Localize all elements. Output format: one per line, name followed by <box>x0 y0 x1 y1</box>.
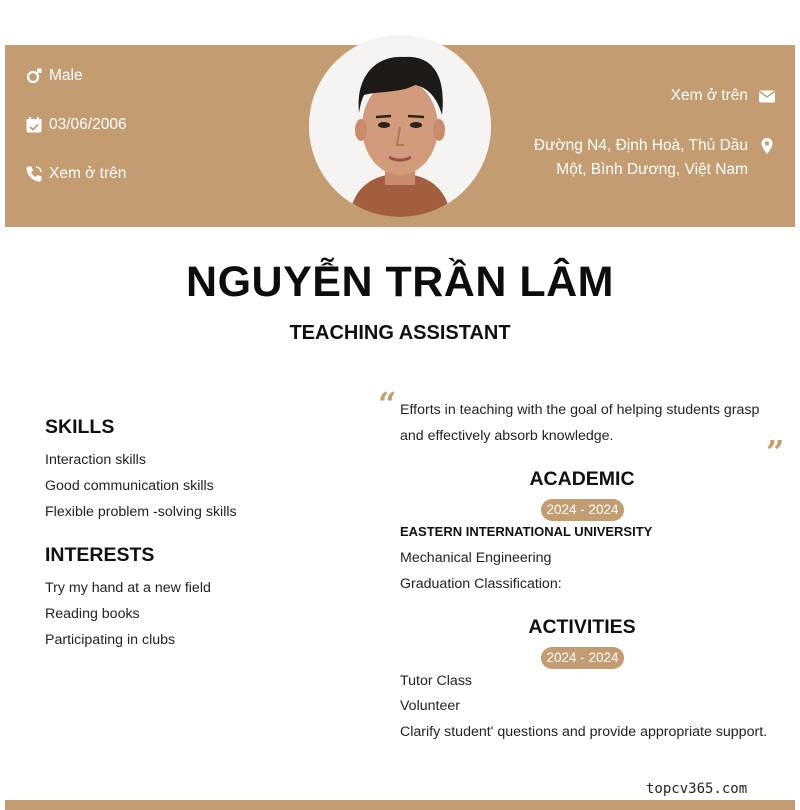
activities-title: ACTIVITIES <box>528 616 636 638</box>
address-line-1: Đường N4, Định Hoà, Thủ Dầu <box>533 137 748 154</box>
close-quote-mark: ” <box>766 433 785 471</box>
location-pin-icon <box>758 137 776 155</box>
interest-item: Participating in clubs <box>45 632 176 648</box>
address-text <box>534 134 748 182</box>
skill-item: Interaction skills <box>45 452 146 468</box>
email-row <box>520 87 776 105</box>
academic-major: Mechanical Engineering <box>400 550 552 566</box>
academic-title: ACADEMIC <box>529 468 635 490</box>
profile-photo <box>309 35 491 217</box>
interest-item: Try my hand at a new field <box>45 580 211 596</box>
address-row <box>500 134 776 182</box>
watermark: topcv365.com <box>646 781 748 797</box>
skill-item: Flexible problem -solving skills <box>45 504 237 520</box>
activity-item: Tutor Class <box>400 673 473 689</box>
footer-band <box>5 800 795 810</box>
academic-period-badge: 2024 - 2024 <box>541 499 624 521</box>
activities-period-badge: 2024 - 2024 <box>541 647 624 669</box>
gender-icon <box>25 67 43 85</box>
calendar-icon <box>25 116 43 134</box>
phone-icon <box>25 165 43 183</box>
job-title: TEACHING ASSISTANT <box>289 322 511 344</box>
open-quote-mark: “ <box>378 385 397 423</box>
birthdate-row <box>25 116 127 134</box>
birthdate-text: 03/06/2006 <box>49 116 127 133</box>
activity-item: Volunteer <box>400 698 460 714</box>
phone-text: Xem ở trên <box>49 165 127 182</box>
email-text: Xem ở trên <box>670 87 748 104</box>
interest-item: Reading books <box>45 606 140 622</box>
phone-row <box>25 165 126 183</box>
interests-title: INTERESTS <box>45 544 155 566</box>
career-objective: Efforts in teaching with the goal of helping students grasp and effectively absorb knowledge. <box>400 402 760 444</box>
email-icon <box>758 87 776 105</box>
skills-title: SKILLS <box>45 416 115 438</box>
candidate-name: NGUYỄN TRẦN LÂM <box>186 258 614 306</box>
gender-row <box>25 67 83 85</box>
university-name: EASTERN INTERNATIONAL UNIVERSITY <box>400 524 653 539</box>
gender-text: Male <box>49 67 83 84</box>
skill-item: Good communication skills <box>45 478 214 494</box>
activity-item: Clarify student' questions and provide appropriate support. <box>400 724 768 740</box>
graduation-classification: Graduation Classification: <box>400 576 562 592</box>
address-line-2: Một, Bình Dương, Việt Nam <box>556 161 748 178</box>
